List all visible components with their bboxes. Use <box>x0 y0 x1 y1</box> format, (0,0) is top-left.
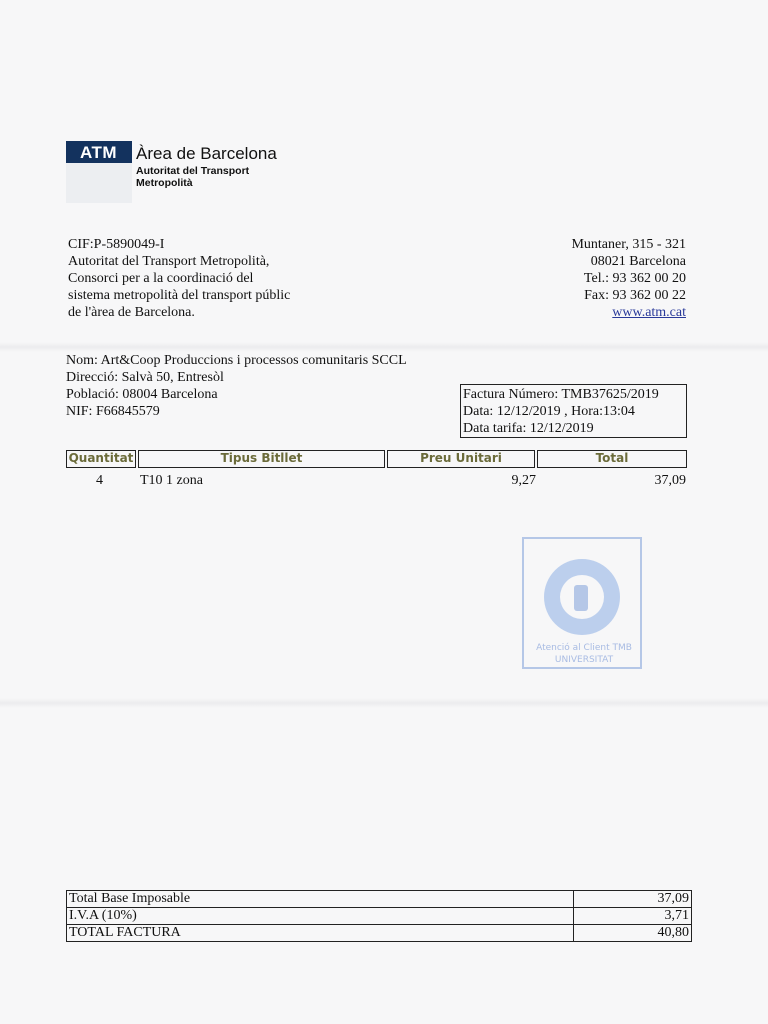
logo-mark-lower <box>66 163 132 203</box>
header-quantity: Quantitat <box>66 450 136 468</box>
row-ticket-type: T10 1 zona <box>140 473 203 488</box>
website-link[interactable]: www.atm.cat <box>612 305 686 320</box>
header-ticket-type: Tipus Bitllet <box>138 450 385 468</box>
customer-address: Direcció: Salvà 50, Entresòl <box>66 370 224 385</box>
logo-subtitle-2: Metropolità <box>136 177 193 189</box>
vat-label: I.V.A (10%) <box>67 908 574 925</box>
atm-logo <box>66 141 278 203</box>
row-total: 37,09 <box>654 473 686 488</box>
address-city: 08021 Barcelona <box>590 254 686 269</box>
logo-subtitle-1: Autoritat del Transport <box>136 165 250 177</box>
customer-name: Nom: Art&Coop Produccions i processos comunitaris SCCL <box>66 353 407 368</box>
table-row <box>67 891 692 908</box>
row-unit-price: 9,27 <box>511 473 536 488</box>
header-unit-price: Preu Unitari <box>387 450 535 468</box>
customer-city: Població: 08004 Barcelona <box>66 387 218 402</box>
invoice-total-label: TOTAL FACTURA <box>67 925 574 942</box>
vat-value: 3,71 <box>574 908 692 925</box>
customer-nif: NIF: F66845579 <box>66 404 160 419</box>
logo-name: Àrea de Barcelona <box>136 144 277 163</box>
logo-brand: ATM <box>80 143 118 162</box>
issuer-desc-1: Consorci per a la coordinació del <box>68 271 254 286</box>
issuer-desc-3: de l'àrea de Barcelona. <box>68 305 195 320</box>
invoice-tariff-date: Data tarifa: 12/12/2019 <box>463 421 594 436</box>
address-fax: Fax: 93 362 00 22 <box>584 288 686 303</box>
total-base-value: 37,09 <box>574 891 692 908</box>
paper-fold <box>0 342 768 352</box>
invoice-info-box <box>460 384 687 438</box>
tmb-stamp <box>522 537 642 669</box>
totals-table <box>66 890 692 942</box>
invoice-date: Data: 12/12/2019 , Hora:13:04 <box>463 404 635 419</box>
header-total: Total <box>537 450 687 468</box>
stamp-text-1: Atenció al Client TMB <box>536 643 632 653</box>
issuer-desc-2: sistema metropolità del transport públic <box>68 288 291 303</box>
invoice-total-value: 40,80 <box>574 925 692 942</box>
row-quantity: 4 <box>96 473 103 488</box>
table-row <box>67 908 692 925</box>
issuer-name: Autoritat del Transport Metropolità, <box>68 254 270 269</box>
address-street: Muntaner, 315 - 321 <box>571 237 686 252</box>
total-base-label: Total Base Imposable <box>67 891 574 908</box>
table-row <box>67 925 692 942</box>
address-tel: Tel.: 93 362 00 20 <box>583 271 686 286</box>
stamp-text-2: UNIVERSITAT <box>554 655 614 665</box>
invoice-number: Factura Número: TMB37625/2019 <box>463 387 659 402</box>
issuer-cif: CIF:P-5890049-I <box>68 237 165 252</box>
paper-fold <box>0 698 768 708</box>
